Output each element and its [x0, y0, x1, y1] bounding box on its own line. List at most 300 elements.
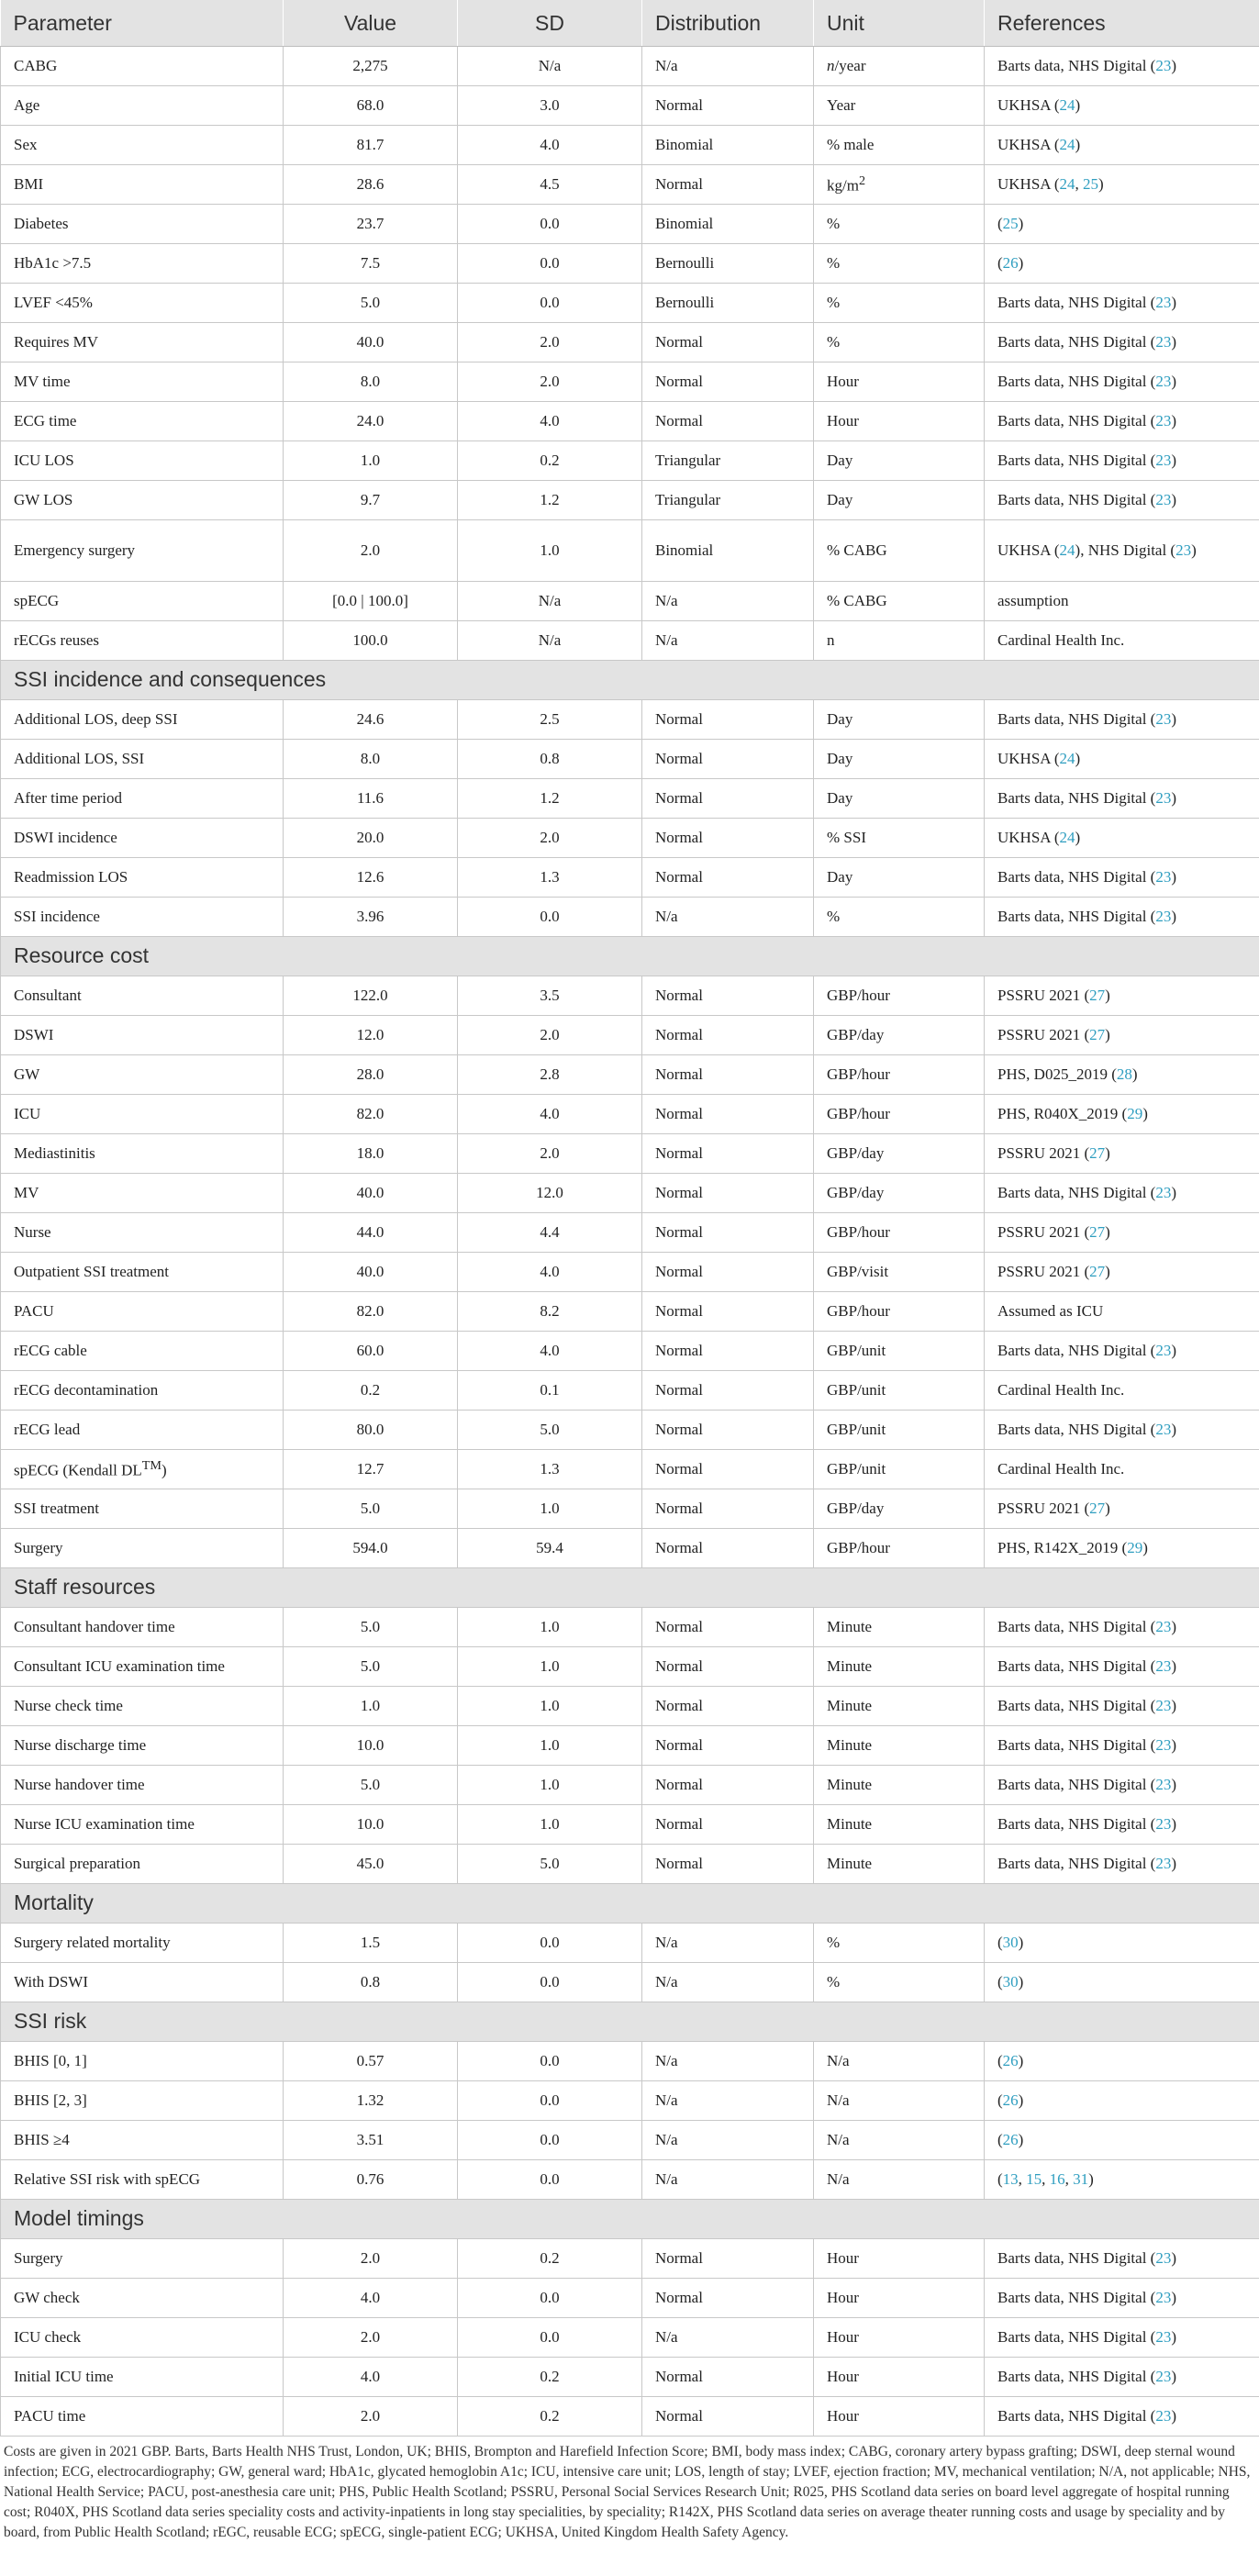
- reference-text: ): [1171, 1696, 1177, 1714]
- reference-text: ): [1171, 2406, 1177, 2425]
- reference-link[interactable]: 23: [1155, 293, 1172, 311]
- reference-link[interactable]: 30: [1002, 1933, 1019, 1951]
- reference-link[interactable]: 26: [1002, 253, 1019, 272]
- reference-link[interactable]: 27: [1089, 1499, 1106, 1517]
- cell-value: 12.0: [284, 1016, 458, 1055]
- reference-text: Barts data, NHS Digital (: [997, 2367, 1156, 2385]
- cell-parameter: [1, 1726, 284, 1766]
- reference-text: ): [1191, 541, 1197, 559]
- cell-unit: [814, 1134, 985, 1174]
- unit-text: GBP/hour: [827, 986, 890, 1004]
- reference-link[interactable]: 30: [1002, 1972, 1019, 1991]
- cell-parameter: [1, 1411, 284, 1450]
- cell-unit: [814, 165, 985, 205]
- table-row: [1, 244, 1259, 284]
- cell-value: 44.0: [284, 1213, 458, 1253]
- reference-link[interactable]: 23: [1155, 788, 1172, 807]
- reference-text: ): [1171, 332, 1177, 351]
- cell-references: [985, 126, 1259, 165]
- parameter-text: Additional LOS, deep SSI: [14, 709, 178, 728]
- reference-text: ): [1018, 214, 1024, 232]
- unit-text: GBP/unit: [827, 1380, 886, 1399]
- unit-text: Hour: [827, 2327, 859, 2346]
- table-row: [1, 2081, 1259, 2121]
- parameter-superscript: TM: [141, 1457, 162, 1473]
- cell-unit: [814, 441, 985, 481]
- cell-references: [985, 2042, 1259, 2081]
- table-row: [1, 976, 1259, 1016]
- header-value: Value: [284, 0, 458, 47]
- cell-unit: [814, 402, 985, 441]
- cell-value: 40.0: [284, 1253, 458, 1292]
- cell-parameter: [1, 1489, 284, 1529]
- cell-value: 40.0: [284, 323, 458, 362]
- reference-link[interactable]: 24: [1059, 828, 1075, 846]
- reference-link[interactable]: 23: [1155, 2288, 1172, 2306]
- reference-link[interactable]: 13: [1002, 2169, 1019, 2188]
- cell-references: [985, 2318, 1259, 2358]
- cell-parameter: [1, 1134, 284, 1174]
- unit-text: Hour: [827, 2248, 859, 2267]
- table-row: [1, 1647, 1259, 1687]
- parameter-text: PACU time: [14, 2406, 86, 2425]
- reference-text: PSSRU 2021 (: [997, 1262, 1090, 1280]
- reference-text: ): [1171, 411, 1177, 429]
- parameter-text: Nurse: [14, 1222, 51, 1241]
- cell-value: 23.7: [284, 205, 458, 244]
- cell-distribution: Normal: [642, 1687, 814, 1726]
- parameter-text: Outpatient SSI treatment: [14, 1262, 170, 1280]
- cell-unit: [814, 700, 985, 740]
- reference-link[interactable]: 23: [1155, 1735, 1172, 1754]
- reference-link[interactable]: 27: [1089, 986, 1106, 1004]
- cell-unit: [814, 1845, 985, 1884]
- reference-text: ): [1105, 1143, 1110, 1162]
- reference-text: Barts data, NHS Digital (: [997, 1696, 1156, 1714]
- reference-text: ): [1131, 1065, 1138, 1083]
- cell-value: 5.0: [284, 1647, 458, 1687]
- cell-references: [985, 1055, 1259, 1095]
- reference-link[interactable]: 23: [1155, 411, 1172, 429]
- cell-parameter: [1, 1095, 284, 1134]
- reference-link[interactable]: 28: [1116, 1065, 1132, 1083]
- reference-link[interactable]: 23: [1155, 1617, 1172, 1635]
- reference-text: Barts data, NHS Digital (: [997, 1183, 1156, 1201]
- cell-value: 5.0: [284, 1766, 458, 1805]
- reference-text: Cardinal Health Inc.: [997, 1459, 1125, 1478]
- reference-text: ): [1018, 1972, 1024, 1991]
- reference-text: ): [1171, 56, 1177, 74]
- cell-parameter: [1, 1687, 284, 1726]
- cell-parameter: [1, 898, 284, 937]
- table-body: [1, 47, 1259, 2437]
- cell-distribution: Normal: [642, 2239, 814, 2279]
- reference-link[interactable]: 23: [1155, 2327, 1172, 2346]
- reference-link[interactable]: 23: [1155, 867, 1172, 886]
- cell-unit: [814, 976, 985, 1016]
- cell-unit: [814, 898, 985, 937]
- unit-text: Minute: [827, 1814, 873, 1833]
- cell-sd: 0.0: [458, 2042, 642, 2081]
- cell-sd: 4.0: [458, 402, 642, 441]
- reference-text: ): [1171, 1183, 1177, 1201]
- reference-link[interactable]: 26: [1002, 2130, 1019, 2148]
- reference-link[interactable]: 23: [1175, 541, 1192, 559]
- cell-references: [985, 362, 1259, 402]
- reference-text: (: [997, 253, 1003, 272]
- cell-parameter: [1, 1647, 284, 1687]
- cell-unit: [814, 126, 985, 165]
- cell-distribution: Normal: [642, 1095, 814, 1134]
- unit-text: Hour: [827, 2406, 859, 2425]
- parameter-text: GW LOS: [14, 490, 73, 508]
- cell-value: 122.0: [284, 976, 458, 1016]
- table-row: [1, 700, 1259, 740]
- cell-unit: [814, 1647, 985, 1687]
- cell-parameter: [1, 1292, 284, 1332]
- parameter-text: PACU: [14, 1301, 54, 1320]
- cell-parameter: [1, 2239, 284, 2279]
- unit-text: Day: [827, 749, 853, 767]
- reference-link[interactable]: 23: [1155, 1854, 1172, 1872]
- cell-parameter: [1, 1253, 284, 1292]
- cell-parameter: [1, 582, 284, 621]
- cell-distribution: Normal: [642, 700, 814, 740]
- reference-text: (: [997, 2130, 1003, 2148]
- cell-references: [985, 1766, 1259, 1805]
- cell-value: 40.0: [284, 1174, 458, 1213]
- cell-value: 11.6: [284, 779, 458, 819]
- parameter-text: Surgery: [14, 1538, 63, 1556]
- reference-link[interactable]: 29: [1127, 1104, 1143, 1122]
- reference-link[interactable]: 23: [1155, 332, 1172, 351]
- unit-text: % male: [827, 135, 875, 153]
- cell-parameter: [1, 126, 284, 165]
- reference-text: ,: [1064, 2169, 1074, 2188]
- cell-parameter: [1, 205, 284, 244]
- cell-unit: [814, 2279, 985, 2318]
- reference-link[interactable]: 29: [1127, 1538, 1143, 1556]
- reference-link[interactable]: 24: [1059, 95, 1075, 114]
- cell-distribution: Normal: [642, 1608, 814, 1647]
- unit-text: %: [827, 253, 841, 272]
- cell-parameter: [1, 481, 284, 520]
- cell-unit: [814, 1411, 985, 1450]
- unit-italic-prefix: n: [827, 56, 835, 74]
- reference-link[interactable]: 23: [1155, 1183, 1172, 1201]
- cell-sd: 4.4: [458, 1213, 642, 1253]
- cell-value: 2.0: [284, 2397, 458, 2437]
- reference-link[interactable]: 24: [1059, 174, 1075, 193]
- reference-text: ): [1105, 1499, 1110, 1517]
- cell-sd: 0.2: [458, 2358, 642, 2397]
- cell-sd: 1.0: [458, 1805, 642, 1845]
- cell-parameter: [1, 2318, 284, 2358]
- reference-text: UKHSA (: [997, 828, 1060, 846]
- reference-link[interactable]: 23: [1155, 2248, 1172, 2267]
- cell-unit: [814, 2239, 985, 2279]
- unit-text: Hour: [827, 2288, 859, 2306]
- section-title: SSI incidence and consequences: [1, 661, 1259, 700]
- unit-text: Minute: [827, 1656, 873, 1675]
- parameter-text: Requires MV: [14, 332, 99, 351]
- reference-text: PHS, R142X_2019 (: [997, 1538, 1128, 1556]
- parameter-text: Age: [14, 95, 40, 114]
- unit-text: %: [827, 1972, 841, 1991]
- cell-references: [985, 1332, 1259, 1371]
- reference-text: Barts data, NHS Digital (: [997, 1854, 1156, 1872]
- reference-text: ): [1142, 1104, 1148, 1122]
- reference-link[interactable]: 23: [1155, 2367, 1172, 2385]
- reference-link[interactable]: 23: [1155, 1696, 1172, 1714]
- reference-link[interactable]: 24: [1059, 541, 1075, 559]
- reference-text: ): [1105, 1025, 1110, 1043]
- table-row: [1, 2239, 1259, 2279]
- reference-link[interactable]: 23: [1155, 709, 1172, 728]
- reference-link[interactable]: 16: [1049, 2169, 1065, 2188]
- reference-text: PSSRU 2021 (: [997, 1222, 1090, 1241]
- cell-value: 8.0: [284, 362, 458, 402]
- cell-parameter: [1, 1174, 284, 1213]
- reference-link[interactable]: 25: [1002, 214, 1019, 232]
- table-row: [1, 323, 1259, 362]
- cell-parameter: [1, 47, 284, 86]
- unit-text: Hour: [827, 411, 859, 429]
- header-references: References: [985, 0, 1259, 47]
- reference-link[interactable]: 27: [1089, 1262, 1106, 1280]
- cell-distribution: N/a: [642, 2042, 814, 2081]
- cell-sd: 0.2: [458, 441, 642, 481]
- cell-references: [985, 1095, 1259, 1134]
- cell-references: [985, 1371, 1259, 1411]
- reference-link[interactable]: 15: [1026, 2169, 1042, 2188]
- cell-value: 10.0: [284, 1805, 458, 1845]
- parameter-text: spECG (Kendall DL: [14, 1461, 142, 1479]
- cell-distribution: Normal: [642, 1529, 814, 1568]
- reference-link[interactable]: 23: [1155, 1420, 1172, 1438]
- reference-link[interactable]: 23: [1155, 451, 1172, 469]
- cell-distribution: Normal: [642, 1411, 814, 1450]
- parameter-text: rECG decontamination: [14, 1380, 159, 1399]
- reference-text: ): [1171, 867, 1177, 886]
- cell-value: 80.0: [284, 1411, 458, 1450]
- reference-link[interactable]: 25: [1083, 174, 1099, 193]
- parameter-text: Additional LOS, SSI: [14, 749, 145, 767]
- unit-text: N/a: [827, 2169, 850, 2188]
- unit-text: %: [827, 1933, 841, 1951]
- cell-references: [985, 2121, 1259, 2160]
- cell-parameter: [1, 976, 284, 1016]
- unit-text: % CABG: [827, 591, 887, 609]
- cell-unit: [814, 284, 985, 323]
- reference-text: Barts data, NHS Digital (: [997, 1735, 1156, 1754]
- cell-sd: 0.1: [458, 1371, 642, 1411]
- reference-link[interactable]: 26: [1002, 2091, 1019, 2109]
- reference-text: ,: [1018, 2169, 1027, 2188]
- cell-sd: 2.5: [458, 700, 642, 740]
- reference-text: UKHSA (: [997, 749, 1060, 767]
- reference-text: Barts data, NHS Digital (: [997, 490, 1156, 508]
- cell-distribution: Normal: [642, 2397, 814, 2437]
- cell-unit: [814, 858, 985, 898]
- cell-references: [985, 819, 1259, 858]
- reference-link[interactable]: 26: [1002, 2051, 1019, 2069]
- cell-references: [985, 1213, 1259, 1253]
- parameter-text: Nurse ICU examination time: [14, 1814, 195, 1833]
- reference-text: UKHSA (: [997, 541, 1060, 559]
- cell-references: [985, 1450, 1259, 1489]
- reference-link[interactable]: 23: [1155, 1775, 1172, 1793]
- cell-parameter: [1, 2042, 284, 2081]
- unit-text: % CABG: [827, 541, 887, 559]
- header-distribution: Distribution: [642, 0, 814, 47]
- unit-text: Day: [827, 709, 853, 728]
- unit-superscript: 2: [858, 173, 866, 188]
- cell-references: [985, 858, 1259, 898]
- reference-text: Barts data, NHS Digital (: [997, 907, 1156, 925]
- cell-parameter: [1, 1805, 284, 1845]
- unit-text: Day: [827, 867, 853, 886]
- reference-text: ): [1075, 135, 1081, 153]
- reference-link[interactable]: 23: [1155, 490, 1172, 508]
- table-row: [1, 819, 1259, 858]
- cell-parameter: [1, 700, 284, 740]
- reference-text: Barts data, NHS Digital (: [997, 1656, 1156, 1675]
- reference-link[interactable]: 27: [1089, 1025, 1106, 1043]
- parameter-text: Mediastinitis: [14, 1143, 95, 1162]
- cell-value: 12.6: [284, 858, 458, 898]
- reference-text: ): [1171, 1341, 1177, 1359]
- cell-distribution: Binomial: [642, 520, 814, 582]
- reference-text: ): [1171, 2288, 1177, 2306]
- reference-text: Barts data, NHS Digital (: [997, 372, 1156, 390]
- cell-sd: 0.2: [458, 2397, 642, 2437]
- cell-unit: [814, 1213, 985, 1253]
- cell-value: 2.0: [284, 2239, 458, 2279]
- cell-distribution: Normal: [642, 1805, 814, 1845]
- reference-text: ): [1075, 828, 1081, 846]
- parameter-text: Consultant handover time: [14, 1617, 175, 1635]
- cell-value: 5.0: [284, 1608, 458, 1647]
- cell-distribution: N/a: [642, 47, 814, 86]
- cell-value: 9.7: [284, 481, 458, 520]
- table-row: [1, 1134, 1259, 1174]
- cell-unit: [814, 1529, 985, 1568]
- reference-text: ): [1105, 1222, 1110, 1241]
- cell-parameter: [1, 1016, 284, 1055]
- cell-sd: 0.2: [458, 2239, 642, 2279]
- unit-text: GBP/unit: [827, 1420, 886, 1438]
- cell-value: 4.0: [284, 2279, 458, 2318]
- cell-references: [985, 1489, 1259, 1529]
- parameter-text: DSWI incidence: [14, 828, 117, 846]
- table-header: [1, 0, 1259, 47]
- cell-distribution: Normal: [642, 1371, 814, 1411]
- reference-link[interactable]: 24: [1059, 135, 1075, 153]
- table-row: [1, 2358, 1259, 2397]
- unit-text: GBP/hour: [827, 1538, 890, 1556]
- cell-references: [985, 47, 1259, 86]
- cell-references: [985, 205, 1259, 244]
- cell-parameter: [1, 2279, 284, 2318]
- reference-text: ): [1088, 2169, 1094, 2188]
- section-title: Resource cost: [1, 937, 1259, 976]
- cell-unit: [814, 1016, 985, 1055]
- table-row: [1, 86, 1259, 126]
- reference-text: ): [1171, 1656, 1177, 1675]
- reference-link[interactable]: 23: [1155, 56, 1172, 74]
- cell-sd: 1.3: [458, 858, 642, 898]
- table-row: [1, 1411, 1259, 1450]
- reference-link[interactable]: 27: [1089, 1143, 1106, 1162]
- cell-value: 0.8: [284, 1963, 458, 2002]
- cell-sd: 1.2: [458, 779, 642, 819]
- reference-link[interactable]: 23: [1155, 2406, 1172, 2425]
- cell-value: 20.0: [284, 819, 458, 858]
- cell-references: [985, 700, 1259, 740]
- cell-value: 3.96: [284, 898, 458, 937]
- reference-text: ,: [1075, 174, 1084, 193]
- cell-unit: [814, 323, 985, 362]
- unit-text: N/a: [827, 2130, 850, 2148]
- reference-link[interactable]: 23: [1155, 372, 1172, 390]
- cell-value: 28.6: [284, 165, 458, 205]
- cell-value: 1.32: [284, 2081, 458, 2121]
- reference-link[interactable]: 23: [1155, 907, 1172, 925]
- reference-link[interactable]: 23: [1155, 1341, 1172, 1359]
- cell-references: [985, 165, 1259, 205]
- table-row: [1, 362, 1259, 402]
- reference-link[interactable]: 31: [1073, 2169, 1089, 2188]
- reference-text: ): [1018, 1933, 1024, 1951]
- reference-text: Barts data, NHS Digital (: [997, 293, 1156, 311]
- reference-text: assumption: [997, 591, 1069, 609]
- cell-distribution: N/a: [642, 621, 814, 661]
- cell-unit: [814, 1766, 985, 1805]
- parameter-text: Sex: [14, 135, 38, 153]
- reference-text: (: [997, 2091, 1003, 2109]
- cell-references: [985, 1411, 1259, 1450]
- cell-parameter: [1, 2358, 284, 2397]
- table-row: [1, 1963, 1259, 2002]
- cell-sd: 0.0: [458, 2121, 642, 2160]
- unit-text: GBP/hour: [827, 1065, 890, 1083]
- cell-distribution: Normal: [642, 1253, 814, 1292]
- reference-link[interactable]: 27: [1089, 1222, 1106, 1241]
- cell-unit: [814, 2358, 985, 2397]
- table-row: [1, 1687, 1259, 1726]
- reference-link[interactable]: 24: [1059, 749, 1075, 767]
- reference-text: ): [1171, 1775, 1177, 1793]
- cell-distribution: Binomial: [642, 205, 814, 244]
- cell-sd: 5.0: [458, 1411, 642, 1450]
- cell-value: 24.6: [284, 700, 458, 740]
- reference-link[interactable]: 23: [1155, 1814, 1172, 1833]
- cell-distribution: Normal: [642, 2279, 814, 2318]
- cell-parameter: [1, 1055, 284, 1095]
- reference-text: (: [997, 1933, 1003, 1951]
- reference-link[interactable]: 23: [1155, 1656, 1172, 1675]
- unit-text: GBP/day: [827, 1025, 885, 1043]
- cell-distribution: Normal: [642, 1292, 814, 1332]
- cell-sd: 12.0: [458, 1174, 642, 1213]
- cell-sd: 1.0: [458, 1766, 642, 1805]
- parameter-text: Diabetes: [14, 214, 69, 232]
- cell-sd: 1.0: [458, 1687, 642, 1726]
- cell-distribution: Binomial: [642, 126, 814, 165]
- cell-parameter: [1, 441, 284, 481]
- reference-text: ): [1171, 1854, 1177, 1872]
